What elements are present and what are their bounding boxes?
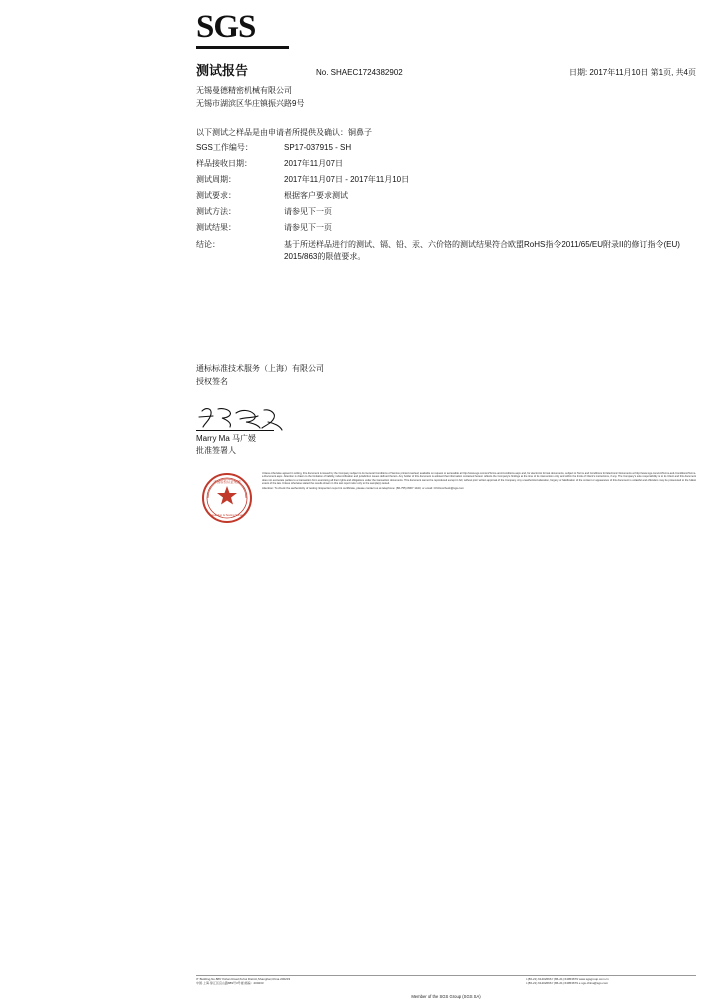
- detail-row: [196, 222, 696, 233]
- detail-value: 2017年11月07日: [284, 159, 343, 168]
- detail-row: [196, 158, 696, 169]
- detail-label: 测试要求：: [196, 191, 236, 200]
- svg-text:Inspection & Testing Service: Inspection & Testing Service: [209, 513, 245, 517]
- company-street: 无锡市湖滨区华庄镇振兴路9号: [196, 99, 305, 108]
- detail-value: 请参见下一页: [284, 207, 332, 216]
- detail-label: 测试周期：: [196, 175, 236, 184]
- signature-org-name: 通标标准技术服务（上海）有限公司: [196, 364, 324, 373]
- footer: [196, 470, 696, 999]
- svg-text:中国检验认证集团: 中国检验认证集团: [213, 480, 241, 484]
- detail-label: 测试结果：: [196, 223, 236, 232]
- detail-row: [196, 142, 696, 153]
- detail-value: 请参见下一页: [284, 223, 332, 232]
- signatory-name: Marry Ma 马广媛: [196, 434, 256, 443]
- report-header: [196, 60, 696, 79]
- sample-intro-line: 以下测试之样品是由申请者所提供及确认：铜鼻子: [196, 128, 372, 137]
- detail-row: [196, 206, 696, 217]
- handwritten-signature-icon: [196, 405, 286, 433]
- signature-organisation: [196, 362, 324, 388]
- company-address: [196, 84, 304, 110]
- sgs-logo-text: SGS: [196, 9, 256, 45]
- legal-fine-print: [258, 470, 696, 492]
- detail-value: SP17-037915 - SH: [284, 143, 352, 152]
- contact-address-en: [196, 977, 396, 985]
- contact-phone: [526, 977, 696, 985]
- company-name: 无锡曼德精密机械有限公司: [196, 86, 292, 95]
- certification-stamp-icon: [196, 472, 258, 524]
- detail-row: [196, 174, 696, 185]
- detail-label: 样品接收日期：: [196, 159, 252, 168]
- detail-row: [196, 190, 696, 201]
- detail-value: 根据客户要求测试: [284, 191, 348, 200]
- detail-value: 2017年11月07日 - 2017年11月10日: [284, 175, 410, 184]
- signature-rule: [196, 430, 274, 431]
- detail-value: 基于所送样品进行的测试、镉、铅、汞、六价铬的测试结果符合欧盟RoHS指令2011/65/EU附录II的修订指令(EU) 2015/863的限值要求。: [284, 240, 680, 261]
- detail-label: SGS工作编号：: [196, 143, 253, 152]
- detail-label: 测试方法：: [196, 207, 236, 216]
- report-date-pages: 日期: 2017年11月10日 第1页, 共4页: [568, 68, 696, 77]
- details-table: [196, 142, 696, 268]
- contact-email-line: t (86-21) 61402666 f (86-21) 64953679 e sgs.china@sgs.com: [526, 981, 609, 986]
- member-note: Member of the SGS Group (SGS SA): [411, 994, 481, 999]
- signatory-role: 批准签署人: [196, 446, 236, 455]
- contact-bar: [196, 975, 696, 985]
- signatory-block: [196, 433, 256, 457]
- sgs-logo: [196, 10, 296, 50]
- logo-underline: [196, 46, 289, 49]
- detail-row-conclusion: [196, 239, 696, 263]
- contact-phone-line: t (86-21) 61402666 f (86-21) 64953679 www.sgsgroup.com.cn: [526, 977, 609, 981]
- legal-attention-text: Attention: To check the authenticity of testing /inspection report & certificate, please contact us at telephone: (86-755) 8307 1443, or email: CN.Doccheck@sgs.com: [262, 486, 464, 491]
- legal-terms-text: Unless otherwise agreed in writing, this document is issued by the Company subject to its General Conditions of Service printed overleaf, available on request or accessible at http://www.sgs.com/en/Terms-and-Conditions.aspx and, for electronic format documents, subject to Terms and Conditions for Electronic Documents at http://www.sgs.com/en/Terms-and-Conditions/Terms-e-Document.aspx. Attention is drawn to the limitation of liability, indemnification and jurisdiction issues defined therein. Any holder of this document is advised that information contained hereon reflects the Company's findings at the time of its intervention only and within the limits of Client's instructions, if any. The Company's sole responsibility is to its Client and this document does not exonerate parties to a transaction from exercising all their rights and obligations under the transaction documents. This document cannot be reproduced except in full, without prior written approval of the Company. Any unauthorized alteration, forgery or falsification of the content or appearance of this document is unlawful and offenders may be prosecuted to the fullest extent of the law. Unless otherwise stated the results shown in this test report refer only to the sample(s) tested.: [262, 472, 696, 486]
- report-number: No. SHAEC1724382902: [316, 68, 403, 77]
- detail-label: 结论：: [196, 240, 220, 249]
- signature-authorized-label: 授权签名: [196, 377, 228, 386]
- page-title: 测试报告: [196, 63, 249, 78]
- contact-address-cn-line: 中国·上海·徐汇区宜山路889号3号楼 邮编：200233: [196, 981, 264, 986]
- contact-address-en-line: 3" Building,No.889 Yishan Road,Xuhui District,Shanghai,China 200233: [196, 977, 291, 981]
